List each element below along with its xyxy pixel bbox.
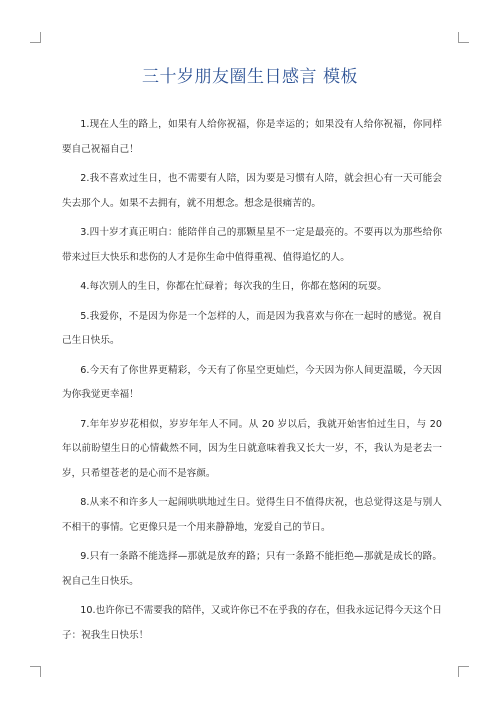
document-title: 三十岁朋友圈生日感言 模板 bbox=[142, 67, 358, 87]
paragraph-8: 8.从来不和许多人一起闹哄哄地过生日。觉得生日不值得庆祝，也总觉得这是与别人不相干的事情。它更像只是一个用来静静地，宠爱自己的节日。 bbox=[62, 497, 442, 533]
crop-mark-bottom-right bbox=[458, 666, 469, 677]
paragraph-1: 1.现在人生的路上，如果有人给你祝福，你是幸运的；如果没有人给你祝福，你同样要自己祝福自己！ bbox=[62, 119, 442, 155]
paragraph-10: 10.也许你已不需要我的陪伴，又或许你已不在乎我的存在，但我永远记得今天这个日子：祝我生日快乐！ bbox=[62, 605, 442, 641]
paragraph-3: 3.四十岁才真正明白：能陪伴自己的那颗星星不一定是最亮的。不要再以为那些给你带来过巨大快乐和悲伤的人才是你生命中值得重视、值得追忆的人。 bbox=[62, 227, 442, 263]
paragraph-7: 7.年年岁岁花相似，岁岁年年人不同。从 20 岁以后，我就开始害怕过生日，与 20 年以前盼望生日的心情截然不同，因为生日就意味着我又长大一岁，不，我认为是老去一岁，只希望苍老的是心而不是容颜。 bbox=[62, 418, 442, 479]
paragraph-2: 2.我不喜欢过生日，也不需要有人陪，因为要是习惯有人陪，就会担心有一天可能会失去那个人。如果不去拥有，就不用想念。想念是很痛苦的。 bbox=[62, 173, 442, 209]
paragraph-9: 9.只有一条路不能选择—那就是放弃的路；只有一条路不能拒绝—那就是成长的路。祝自己生日快乐。 bbox=[62, 551, 442, 587]
crop-mark-top-left bbox=[30, 32, 41, 43]
paragraph-6: 6.今天有了你世界更精彩，今天有了你星空更灿烂，今天因为你人间更温暖，今天因为你我觉更幸福！ bbox=[62, 364, 442, 400]
crop-mark-bottom-left bbox=[30, 666, 41, 677]
document-body bbox=[62, 113, 442, 653]
paragraph-4: 4.每次别人的生日，你都在忙碌着；每次我的生日，你都在悠闲的玩耍。 bbox=[80, 281, 387, 292]
paragraph-5: 5.我爱你，不是因为你是一个怎样的人，而是因为我喜欢与你在一起时的感觉。祝自己生日快乐。 bbox=[62, 310, 442, 346]
crop-mark-top-right bbox=[458, 32, 469, 43]
